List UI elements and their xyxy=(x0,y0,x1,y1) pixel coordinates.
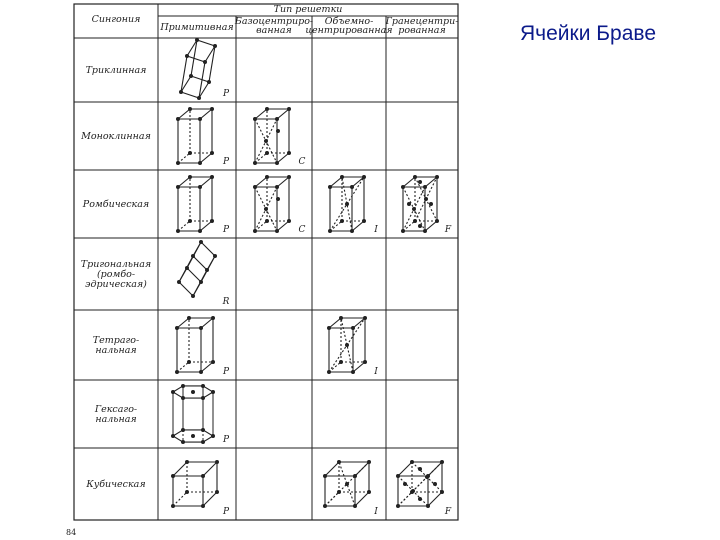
lattice-label-p: P xyxy=(222,157,230,167)
lattice-point xyxy=(176,161,180,165)
lattice-point xyxy=(198,229,202,233)
lattice-point xyxy=(265,175,269,179)
lattice-point xyxy=(201,384,205,388)
cell-edge xyxy=(255,221,267,231)
lattice-point xyxy=(185,460,189,464)
lattice-point xyxy=(198,117,202,121)
cell-edge xyxy=(200,221,212,231)
system-name-row-7: Кубическая xyxy=(86,479,146,490)
lattice-point xyxy=(199,280,203,284)
cell-edge xyxy=(255,153,267,163)
cell-edge xyxy=(200,177,212,187)
lattice-point xyxy=(171,434,175,438)
header-type-4: рованная xyxy=(398,25,446,36)
cell-edge xyxy=(193,242,201,256)
face-center-point xyxy=(418,180,422,184)
lattice-point xyxy=(287,107,291,111)
lattice-point xyxy=(175,370,179,374)
lattice-point xyxy=(181,428,185,432)
lattice-cell-c xyxy=(253,107,291,165)
lattice-point xyxy=(287,151,291,155)
cell-edge xyxy=(200,153,212,163)
face-center-point xyxy=(429,202,433,206)
lattice-label-p: P xyxy=(222,89,230,99)
lattice-label-f: F xyxy=(444,225,452,235)
cell-edge xyxy=(173,492,187,506)
lattice-cell-p xyxy=(176,175,214,233)
cell-edge xyxy=(193,282,201,296)
lattice-point xyxy=(191,294,195,298)
cell-edge xyxy=(200,109,212,119)
lattice-point xyxy=(328,185,332,189)
lattice-point xyxy=(205,268,209,272)
cell-edge xyxy=(425,221,437,231)
cell-edge xyxy=(173,462,187,476)
lattice-point xyxy=(211,360,215,364)
lattice-cell-p xyxy=(175,316,215,374)
lattice-point xyxy=(175,326,179,330)
cell-edge xyxy=(178,177,190,187)
face-center-point xyxy=(418,497,422,501)
face-center-point xyxy=(425,475,429,479)
lattice-point xyxy=(171,390,175,394)
lattice-cell-r xyxy=(177,240,217,298)
lattice-point xyxy=(191,434,195,438)
cell-edge xyxy=(353,318,365,328)
lattice-point xyxy=(201,504,205,508)
lattice-point xyxy=(350,185,354,189)
lattice-point xyxy=(187,316,191,320)
system-name-row-6: Гексаго- xyxy=(94,404,138,415)
lattice-point xyxy=(363,360,367,364)
cell-edge xyxy=(255,109,267,119)
face-center-point xyxy=(264,139,268,143)
header-type-2: Базоцентриро- xyxy=(234,16,314,27)
cell-edge xyxy=(201,362,213,372)
lattice-point xyxy=(171,504,175,508)
lattice-point xyxy=(198,161,202,165)
lattice-point xyxy=(211,316,215,320)
lattice-point xyxy=(188,107,192,111)
lattice-point xyxy=(197,96,201,100)
cell-edge xyxy=(329,362,341,372)
lattice-cell-p xyxy=(179,38,217,100)
lattice-point xyxy=(201,396,205,400)
cell-edge xyxy=(330,177,342,187)
lattice-point xyxy=(188,219,192,223)
face-center-point xyxy=(412,207,416,211)
lattice-point xyxy=(323,474,327,478)
lattice-cell-i xyxy=(327,316,367,374)
system-name-row-5: Тетраго- xyxy=(92,335,140,346)
lattice-point xyxy=(215,460,219,464)
lattice-point xyxy=(198,185,202,189)
lattice-cell-p xyxy=(171,384,215,444)
lattice-point xyxy=(210,151,214,155)
face-center-point xyxy=(433,482,437,486)
system-name-row-6: нальная xyxy=(95,414,137,425)
header-type-2: ванная xyxy=(256,25,292,36)
lattice-point xyxy=(189,74,193,78)
header-lattice-type: Тип решетки xyxy=(273,4,343,15)
cell-edge xyxy=(428,492,442,506)
lattice-point xyxy=(201,440,205,444)
lattice-point xyxy=(171,474,175,478)
lattice-point xyxy=(351,326,355,330)
lattice-point xyxy=(176,229,180,233)
lattice-point xyxy=(199,240,203,244)
face-center-point xyxy=(418,467,422,471)
page-number: 84 xyxy=(66,528,77,537)
lattice-point xyxy=(191,254,195,258)
cell-edge xyxy=(203,492,217,506)
lattice-label-p: P xyxy=(222,225,230,235)
system-name-row-3: Ромбическая xyxy=(82,199,150,210)
cell-edge xyxy=(255,177,267,187)
lattice-point xyxy=(211,390,215,394)
lattice-label-i: I xyxy=(374,507,378,517)
lattice-label-c: C xyxy=(298,157,306,167)
slide-title: Ячейки Браве xyxy=(520,22,657,45)
lattice-point xyxy=(210,107,214,111)
body-center-point xyxy=(345,482,349,486)
cell-edge xyxy=(425,177,437,187)
face-center-point xyxy=(424,197,428,201)
lattice-point xyxy=(327,326,331,330)
lattice-point xyxy=(185,490,189,494)
lattice-point xyxy=(195,38,199,42)
face-center-point xyxy=(276,129,280,133)
lattice-point xyxy=(179,90,183,94)
cell-edge xyxy=(187,242,215,282)
face-center-point xyxy=(418,224,422,228)
lattice-point xyxy=(210,219,214,223)
lattice-point xyxy=(213,254,217,258)
lattice-point xyxy=(265,151,269,155)
lattice-point xyxy=(176,185,180,189)
face-center-point xyxy=(276,197,280,201)
lattice-label-i: I xyxy=(374,367,378,377)
lattice-point xyxy=(211,434,215,438)
lattice-point xyxy=(367,490,371,494)
face-center-point xyxy=(403,482,407,486)
cell-edge xyxy=(277,221,289,231)
cell-edge xyxy=(403,177,415,187)
cell-edge xyxy=(352,221,364,231)
lattice-point xyxy=(362,219,366,223)
lattice-label-i: I xyxy=(374,225,378,235)
cell-edge xyxy=(207,256,215,270)
lattice-cell-f xyxy=(401,175,439,233)
lattice-label-r: R xyxy=(222,297,230,307)
cell-edge xyxy=(277,109,289,119)
body-center-point xyxy=(345,202,349,206)
cell-edge xyxy=(178,153,190,163)
body-center-point xyxy=(345,343,349,347)
cell-edge xyxy=(177,318,189,328)
header-system: Сингония xyxy=(91,14,141,25)
cell-edge xyxy=(177,362,189,372)
lattice-label-p: P xyxy=(222,507,230,517)
lattice-cell-p xyxy=(171,460,219,508)
cell-edge xyxy=(179,268,187,282)
lattice-cell-c xyxy=(253,175,291,233)
cell-edge xyxy=(179,256,207,296)
system-name-row-4: (ромбо- xyxy=(96,269,136,280)
lattice-point xyxy=(191,390,195,394)
lattice-point xyxy=(207,80,211,84)
lattice-point xyxy=(287,219,291,223)
cell-edge xyxy=(325,462,339,476)
header-type-4: Гранецентри- xyxy=(385,16,459,27)
face-center-point xyxy=(264,207,268,211)
cell-edge xyxy=(203,462,217,476)
lattice-point xyxy=(188,175,192,179)
cell-edge xyxy=(329,318,341,328)
lattice-point xyxy=(213,44,217,48)
cell-edge xyxy=(201,318,213,328)
lattice-point xyxy=(287,175,291,179)
lattice-label-c: C xyxy=(298,225,306,235)
lattice-point xyxy=(265,219,269,223)
lattice-label-p: P xyxy=(222,435,230,445)
face-center-point xyxy=(407,202,411,206)
header-type-3: Объемно- xyxy=(324,16,374,27)
lattice-point xyxy=(188,151,192,155)
cell-edge xyxy=(330,221,342,231)
lattice-point xyxy=(201,474,205,478)
header-type-1: Примитивная xyxy=(160,22,234,33)
system-name-row-5: нальная xyxy=(95,345,137,356)
cell-edge xyxy=(398,462,412,476)
lattice-point xyxy=(181,440,185,444)
cell-edge xyxy=(277,177,289,187)
lattice-point xyxy=(187,360,191,364)
lattice-point xyxy=(199,326,203,330)
lattice-point xyxy=(201,428,205,432)
cell-edge xyxy=(355,492,369,506)
face-center-point xyxy=(411,489,415,493)
lattice-point xyxy=(265,107,269,111)
lattice-point xyxy=(340,219,344,223)
lattice-point xyxy=(185,266,189,270)
lattice-point xyxy=(181,396,185,400)
lattice-point xyxy=(177,280,181,284)
system-name-row-1: Триклинная xyxy=(85,65,147,76)
lattice-point xyxy=(181,384,185,388)
cell-edge xyxy=(353,362,365,372)
lattice-point xyxy=(215,490,219,494)
lattice-point xyxy=(176,117,180,121)
cell-edge xyxy=(178,109,190,119)
lattice-cell-i xyxy=(323,460,371,508)
lattice-label-p: P xyxy=(222,367,230,377)
lattice-point xyxy=(203,60,207,64)
header-type-3: центрированная xyxy=(305,25,393,36)
cell-edge xyxy=(403,221,415,231)
lattice-point xyxy=(185,54,189,58)
system-name-row-4: эдрическая) xyxy=(85,279,147,290)
lattice-point xyxy=(199,370,203,374)
lattice-point xyxy=(339,360,343,364)
lattice-cell-i xyxy=(328,175,366,233)
lattice-label-f: F xyxy=(444,507,452,517)
cell-edge xyxy=(178,221,190,231)
cell-edge xyxy=(277,153,289,163)
lattice-point xyxy=(210,175,214,179)
system-name-row-4: Тригональная xyxy=(80,259,152,270)
lattice-cell-p xyxy=(176,107,214,165)
system-name-row-2: Моноклинная xyxy=(81,131,151,142)
lattice-cell-f xyxy=(396,460,444,508)
